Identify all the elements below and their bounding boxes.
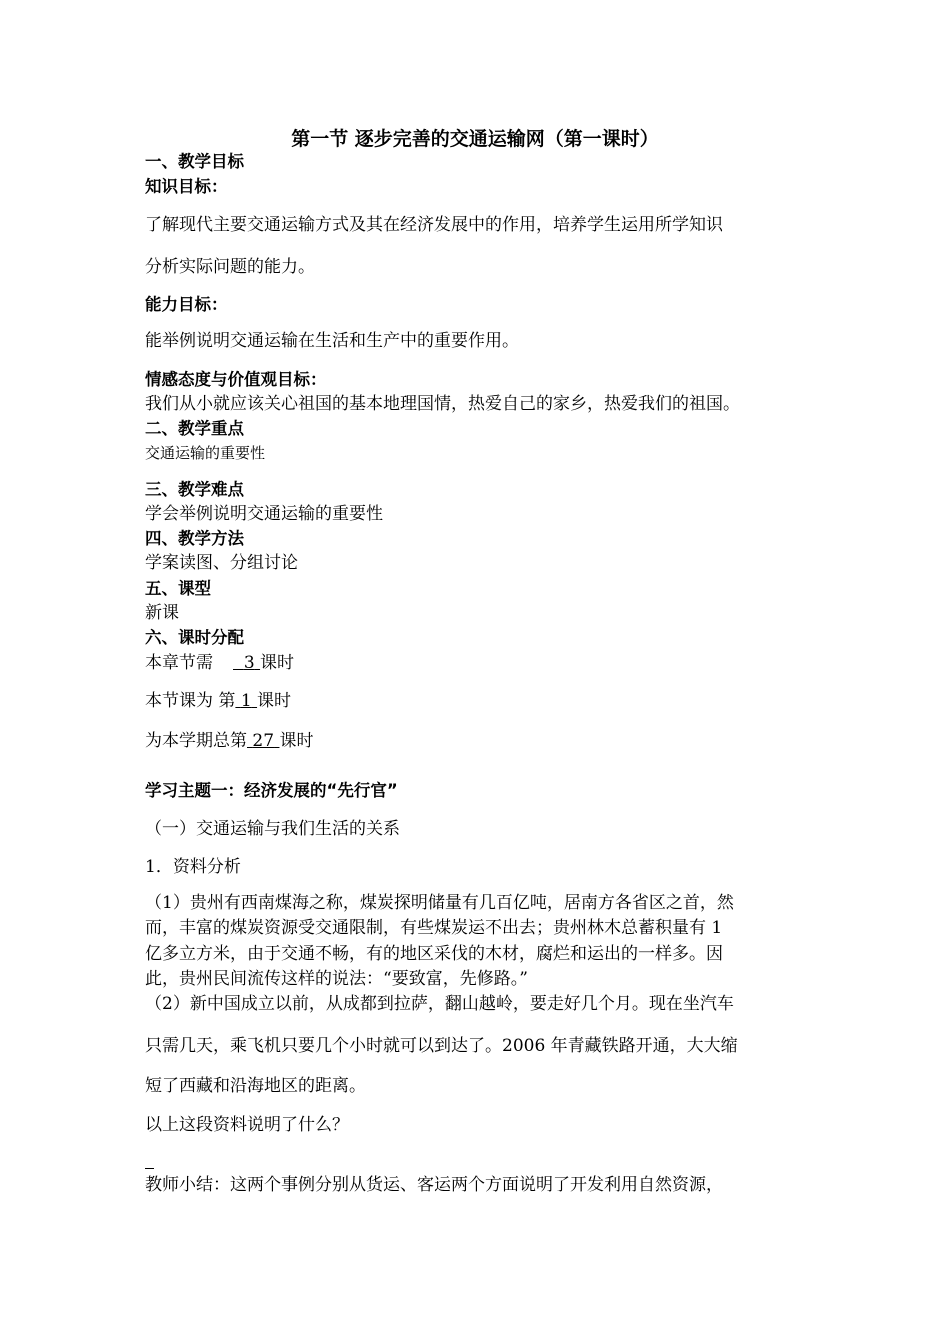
ability-goal-label: 能力目标： [145, 295, 228, 314]
material-2-line-2: 只需几天，乘飞机只要几个小时就可以到达了。2006 年青藏铁路开通，大大缩 [145, 1036, 738, 1056]
material-1-line-4: 此，贵州民间流传这样的说法：“要致富，先修路。” [145, 969, 528, 989]
material-2-line-3: 短了西藏和沿海地区的距离。 [145, 1076, 366, 1096]
discussion-question: 以上这段资料说明了什么？ [145, 1115, 349, 1135]
material-2-line-1: （2）新中国成立以前，从成都到拉萨，翻山越岭，要走好几个月。现在坐汽车 [145, 994, 734, 1014]
section-6-heading: 六、课时分配 [145, 628, 244, 647]
chapter-hours-line [145, 652, 294, 674]
lesson-number-value: 1 [240, 691, 252, 711]
lesson-number-suffix: 课时 [257, 691, 292, 711]
material-1-line-2: 而，丰富的煤炭资源受交通限制，有些煤炭运不出去；贵州林木总蓄积量有 1 [145, 918, 723, 938]
section-2-text: 交通运输的重要性 [145, 444, 266, 462]
theme-1-heading: 学习主题一：经济发展的“先行官” [145, 781, 398, 800]
section-5-text: 新课 [145, 603, 179, 623]
emotion-goal-label: 情感态度与价值观目标： [145, 370, 327, 389]
section-4-heading: 四、教学方法 [145, 529, 244, 548]
term-total-line [145, 730, 313, 752]
chapter-hours-value: 3 [243, 653, 255, 673]
page-title: 第一节 逐步完善的交通运输网（第一课时） [291, 128, 659, 150]
data-analysis-item: 1．资料分析 [145, 857, 241, 877]
material-1-line-1: （1）贵州有西南煤海之称，煤炭探明储量有几百亿吨，居南方各省区之首，然 [145, 893, 734, 913]
chapter-hours-prefix: 本章节需 [145, 653, 213, 673]
knowledge-goal-line-2: 分析实际问题的能力。 [145, 257, 315, 277]
chapter-hours-suffix: 课时 [260, 653, 295, 673]
lesson-number-line [145, 690, 291, 712]
section-3-heading: 三、教学难点 [145, 480, 244, 499]
knowledge-goal-line-1: 了解现代主要交通运输方式及其在经济发展中的作用，培养学生运用所学知识 [145, 215, 723, 235]
knowledge-goal-label: 知识目标： [145, 177, 228, 196]
section-1-heading: 一、教学目标 [145, 152, 244, 171]
section-3-text: 学会举例说明交通运输的重要性 [145, 504, 383, 524]
section-5-heading: 五、课型 [145, 579, 211, 598]
term-total-suffix: 课时 [279, 731, 314, 751]
material-1-line-3: 亿多立方米，由于交通不畅，有的地区采伐的木材，腐烂和运出的一样多。因 [145, 944, 723, 964]
term-total-prefix: 为本学期总第 [145, 731, 247, 751]
teacher-summary: 教师小结：这两个事例分别从货运、客运两个方面说明了开发利用自然资源， [145, 1175, 723, 1195]
theme-1-subheading: （一）交通运输与我们生活的关系 [145, 819, 400, 839]
ability-goal-text: 能举例说明交通运输在生活和生产中的重要作用。 [145, 331, 519, 351]
section-2-heading: 二、教学重点 [145, 419, 244, 438]
section-4-text: 学案读图、分组讨论 [145, 553, 298, 573]
lesson-number-prefix: 本节课为 第 [145, 691, 236, 711]
emotion-goal-text: 我们从小就应该关心祖国的基本地理国情，热爱自己的家乡，热爱我们的祖国。 [145, 394, 740, 414]
answer-blank-line [145, 1168, 154, 1169]
term-total-value: 27 [252, 731, 275, 751]
